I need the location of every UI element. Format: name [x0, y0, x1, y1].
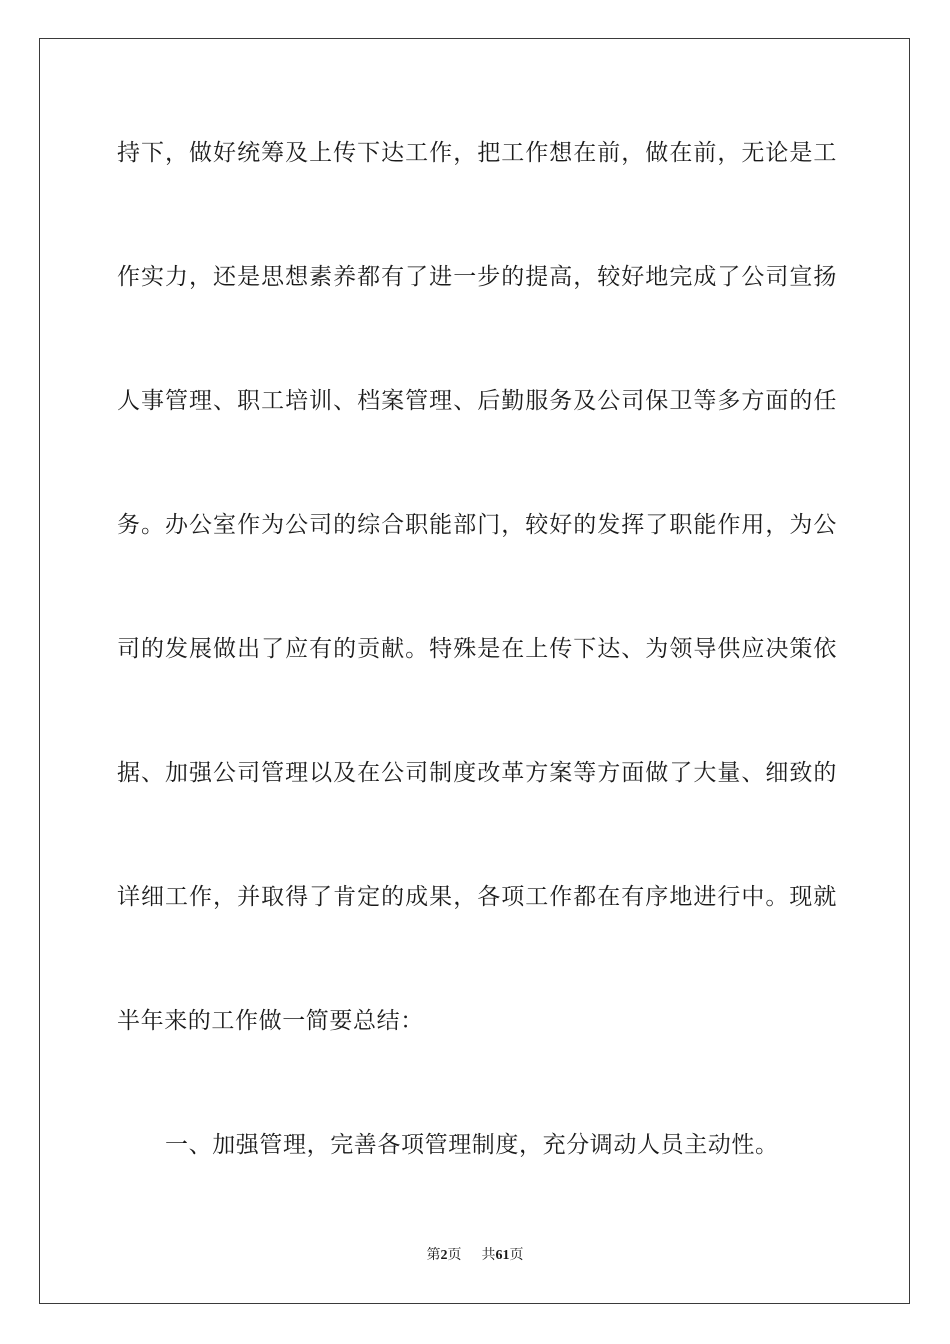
total-suffix: 页	[509, 1247, 524, 1263]
paragraph-line: 作实力，还是思想素养都有了进一步的提高，较好地完成了公司宣扬	[117, 264, 837, 290]
paragraph-line: 据、加强公司管理以及在公司制度改革方案等方面做了大量、细致的	[117, 760, 837, 786]
paragraph-line-last: 半年来的工作做一简要总结：	[117, 1008, 424, 1034]
section-heading: 一、加强管理，完善各项管理制度，充分调动人员主动性。	[165, 1132, 779, 1158]
paragraph-line: 持下，做好统筹及上传下达工作，把工作想在前，做在前，无论是工	[117, 140, 837, 166]
page-prefix: 第	[426, 1247, 441, 1263]
paragraph-line: 司的发展做出了应有的贡献。特殊是在上传下达、为领导供应决策依	[117, 636, 837, 662]
total-pages: 61	[495, 1248, 510, 1263]
paragraph-line: 详细工作，并取得了肯定的成果，各项工作都在有序地进行中。现就	[117, 884, 837, 910]
total-prefix: 共	[481, 1247, 496, 1263]
page-frame	[39, 38, 910, 1304]
page-suffix: 页	[447, 1247, 462, 1263]
page-number: 2	[440, 1248, 448, 1263]
paragraph-line: 人事管理、职工培训、档案管理、后勤服务及公司保卫等多方面的任	[117, 388, 837, 414]
page-footer	[0, 1246, 950, 1265]
paragraph-line: 务。办公室作为公司的综合职能部门，较好的发挥了职能作用，为公	[117, 512, 837, 538]
